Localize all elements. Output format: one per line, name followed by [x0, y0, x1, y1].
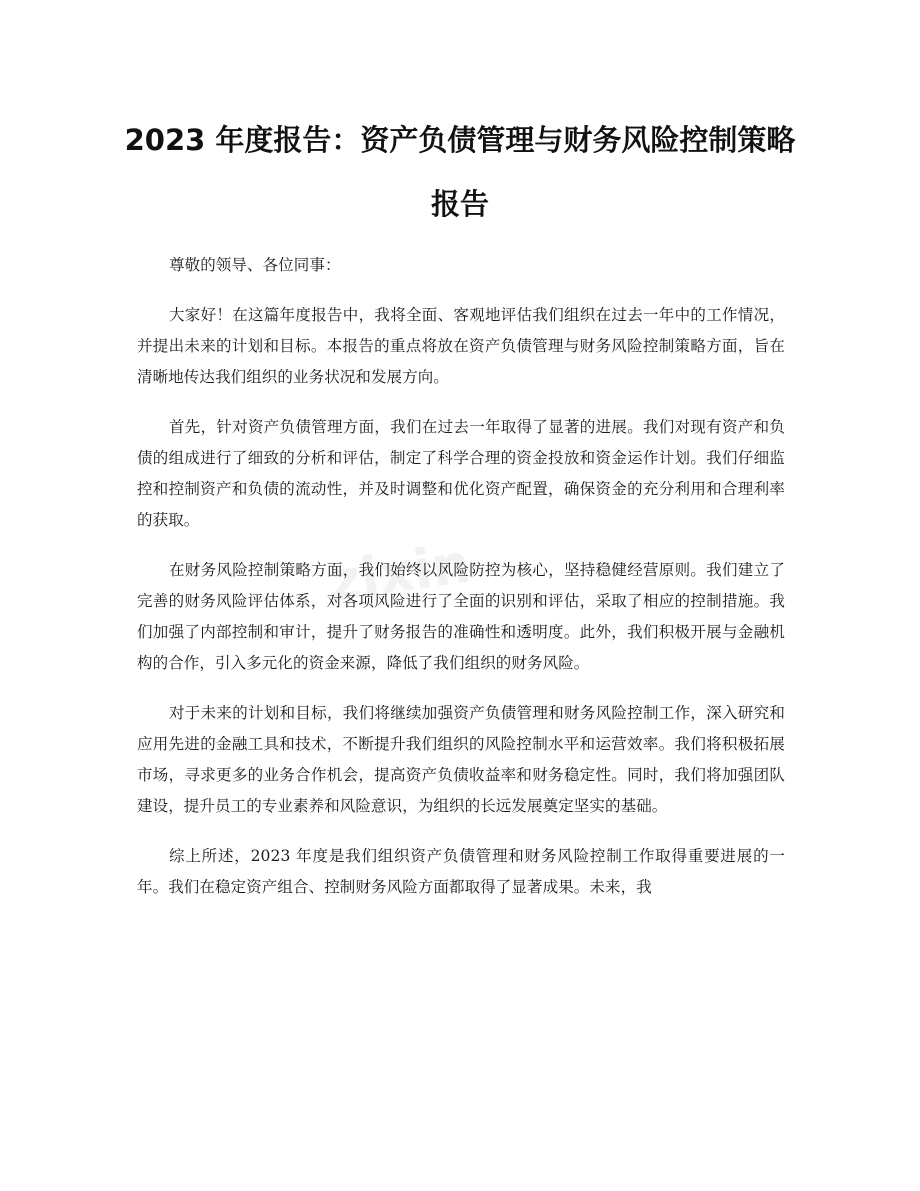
watermark: zixin	[325, 531, 475, 614]
body-paragraph: 大家好！在这篇年度报告中，我将全面、客观地评估我们组织在过去一年中的工作情况，并提出未来的计划和目标。本报告的重点将放在资产负债管理与财务风险控制策略方面，旨在清晰地传达我们组织的业务状况和发展方向。	[137, 306, 785, 386]
document-title: 2023 年度报告：资产负债管理与财务风险控制策略报告	[124, 123, 796, 221]
salutation-paragraph: 尊敬的领导、各位同事：	[169, 256, 341, 274]
body-paragraph: 综上所述，2023 年度是我们组织资产负债管理和财务风险控制工作取得重要进展的一年。我们在稳定资产组合、控制财务风险方面都取得了显著成果。未来，我	[137, 847, 785, 896]
document-body	[137, 250, 785, 922]
body-paragraph: 对于未来的计划和目标，我们将继续加强资产负债管理和财务风险控制工作，深入研究和应用先进的金融工具和技术，不断提升我们组织的风险控制水平和运营效率。我们将积极拓展市场，寻求更多的业务合作机会，提高资产负债收益率和财务稳定性。同时，我们将加强团队建设，提升员工的专业素养和风险意识，为组织的长远发展奠定坚实的基础。	[137, 704, 785, 815]
body-paragraph: 在财务风险控制策略方面，我们始终以风险防控为核心，坚持稳健经营原则。我们建立了完善的财务风险评估体系，对各项风险进行了全面的识别和评估，采取了相应的控制措施。我们加强了内部控制和审计，提升了财务报告的准确性和透明度。此外，我们积极开展与金融机构的合作，引入多元化的资金来源，降低了我们组织的财务风险。	[137, 561, 785, 672]
body-paragraph: 首先，针对资产负债管理方面，我们在过去一年取得了显著的进展。我们对现有资产和负债的组成进行了细致的分析和评估，制定了科学合理的资金投放和资金运作计划。我们仔细监控和控制资产和负债的流动性，并及时调整和优化资产配置，确保资金的充分利用和合理利率的获取。	[137, 418, 785, 529]
